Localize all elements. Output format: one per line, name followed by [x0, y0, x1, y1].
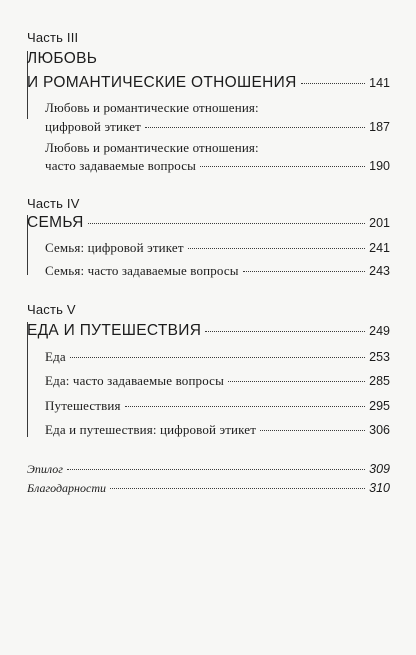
entry-title-line: часто задаваемые вопросы	[45, 158, 197, 173]
dot-leader	[228, 381, 365, 382]
page-number: 285	[369, 374, 390, 388]
page-number: 310	[369, 481, 390, 495]
dot-leader	[205, 331, 365, 332]
entry-title: Семья: часто задаваемые вопросы	[45, 263, 239, 278]
page-number: 306	[369, 423, 390, 437]
toc-heading-row[interactable]	[0, 214, 416, 232]
page-number: 243	[369, 264, 390, 278]
section-heading: СЕМЬЯ	[27, 214, 84, 231]
toc-entry[interactable]	[0, 398, 416, 414]
part-label: Часть V	[27, 302, 76, 317]
section-heading: ЕДА И ПУТЕШЕСТВИЯ	[27, 322, 202, 339]
toc-entry[interactable]	[0, 462, 416, 477]
entry-title-line: Любовь и романтические отношения:	[45, 140, 259, 155]
part-label: Часть IV	[27, 196, 80, 211]
page-number: 295	[369, 399, 390, 413]
entry-title: Благодарности	[27, 481, 106, 495]
section-heading: ЛЮБОВЬ	[27, 50, 98, 67]
dot-leader	[110, 488, 365, 489]
entry-title: Семья: цифровой этикет	[45, 240, 184, 255]
dot-leader	[70, 357, 365, 358]
page-number: 190	[369, 159, 390, 173]
toc-heading-row[interactable]	[0, 322, 416, 340]
page-number: 241	[369, 241, 390, 255]
dot-leader	[145, 127, 365, 128]
page-number: 141	[369, 76, 390, 90]
entry-title: Эпилог	[27, 462, 63, 476]
entry-title: Путешествия	[45, 398, 121, 413]
toc-entry[interactable]	[0, 240, 416, 256]
entry-title-line: цифровой этикет	[45, 119, 142, 134]
entry-title: Еда и путешествия: цифровой этикет	[45, 422, 257, 437]
page-number: 187	[369, 120, 390, 134]
toc-entry[interactable]	[0, 481, 416, 496]
dot-leader	[301, 83, 366, 84]
dot-leader	[125, 406, 366, 407]
toc-entry[interactable]	[0, 422, 416, 438]
toc-entry[interactable]	[0, 349, 416, 365]
entry-title: Еда: часто задаваемые вопросы	[45, 373, 224, 388]
dot-leader	[260, 430, 365, 431]
section-heading: И РОМАНТИЧЕСКИЕ ОТНОШЕНИЯ	[27, 74, 297, 91]
page-number: 253	[369, 350, 390, 364]
entry-title: Еда	[45, 349, 66, 364]
toc-entry[interactable]	[0, 373, 416, 389]
page-number: 201	[369, 216, 390, 230]
part-label: Часть III	[27, 30, 79, 45]
entry-title-line: Любовь и романтические отношения:	[45, 100, 259, 115]
page-number: 249	[369, 324, 390, 338]
dot-leader	[188, 248, 365, 249]
dot-leader	[200, 166, 365, 167]
dot-leader	[88, 223, 366, 224]
toc-entry[interactable]	[0, 263, 416, 279]
dot-leader	[67, 469, 365, 470]
page-number: 309	[369, 462, 390, 476]
dot-leader	[243, 271, 365, 272]
toc-heading-row[interactable]	[0, 74, 416, 92]
